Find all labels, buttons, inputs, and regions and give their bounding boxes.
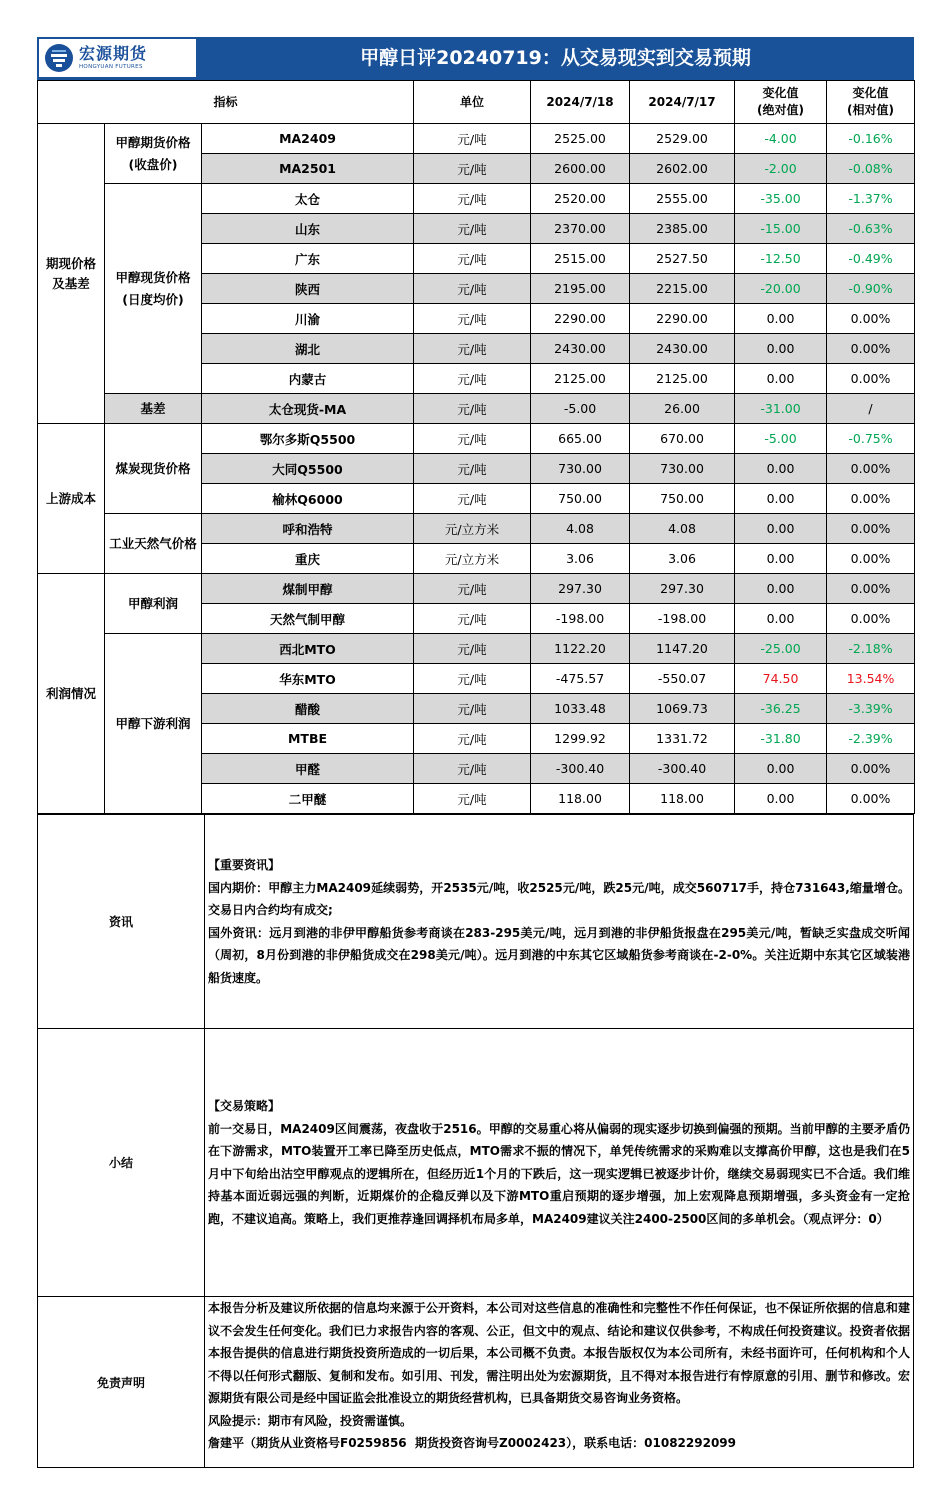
table-header	[38, 81, 915, 124]
change-relative: 0.00%	[827, 514, 915, 544]
change-absolute: 0.00	[735, 454, 827, 484]
table-row	[38, 514, 915, 544]
unit-cell: 元/吨	[414, 124, 531, 154]
indicator-name: 二甲醚	[202, 784, 414, 814]
change-absolute: -5.00	[735, 424, 827, 454]
change-absolute: 0.00	[735, 514, 827, 544]
change-relative: 0.00%	[827, 454, 915, 484]
header-date-1: 2024/7/18	[531, 81, 630, 124]
hongyuan-logo-icon	[44, 43, 74, 73]
report-sheet	[37, 37, 914, 1468]
subgroup-label: 工业天然气价格	[105, 514, 202, 574]
group-label: 上游成本	[38, 424, 105, 574]
value-current: 4.08	[531, 514, 630, 544]
change-absolute: -15.00	[735, 214, 827, 244]
price-table	[37, 80, 915, 814]
indicator-name: 川渝	[202, 304, 414, 334]
value-current: 2520.00	[531, 184, 630, 214]
change-relative: -0.49%	[827, 244, 915, 274]
indicator-name: 华东MTO	[202, 664, 414, 694]
subgroup-label: 甲醇期货价格 (收盘价)	[105, 124, 202, 184]
news-body: 【重要资讯】 国内期价：甲醇主力MA2409延续弱势，开2535元/吨，收2525元/吨，跌25元/吨，成交560717手，持仓731643,缩量增仓。交易日内合约均有成交; 国外资讯：远月到港的非伊甲醇船货参考商谈在283-295美元/吨，远月到港的非伊船货报盘在295美元/吨，暂缺乏实盘成交听闻（周初，8月份到港的非伊船货成交在298美元/吨）。远月到港的中东其它区域船货参考商谈在-2-0%。关注近期中东其它区域装港船货速度。	[205, 815, 914, 1029]
value-current: 2195.00	[531, 274, 630, 304]
change-relative: 0.00%	[827, 784, 915, 814]
value-previous: -550.07	[630, 664, 735, 694]
value-current: 1122.20	[531, 634, 630, 664]
value-previous: 2555.00	[630, 184, 735, 214]
change-relative: /	[827, 394, 915, 424]
unit-cell: 元/吨	[414, 724, 531, 754]
value-current: 2515.00	[531, 244, 630, 274]
change-relative: -0.08%	[827, 154, 915, 184]
indicator-name: 榆林Q6000	[202, 484, 414, 514]
company-logo	[39, 39, 196, 77]
value-previous: 2529.00	[630, 124, 735, 154]
value-previous: 2602.00	[630, 154, 735, 184]
summary-body: 【交易策略】 前一交易日，MA2409区间震荡，夜盘收于2516。甲醇的交易重心将从偏弱的现实逐步切换到偏强的预期。当前甲醇的主要矛盾仍在下游需求，MTO装置开工率已降至历史低点，MTO需求不振的情况下，单凭传统需求的采购难以支撑高价甲醇，这也是我们在5月中下旬给出沽空甲醇观点的逻辑所在，但经历近1个月的下跌后，这一现实逻辑已被逐步计价，继续交易弱现实已不合适。我们维持基本面近弱远强的判断，近期煤价的企稳反弹以及下游MTO重启预期的逐步增强，加上宏观降息预期增强，多头资金有一定抢跑，不建议追高。策略上，我们更推荐逢回调择机布局多单，MA2409建议关注2400-2500区间的多单机会。（观点评分：0）	[205, 1029, 914, 1297]
value-previous: 2430.00	[630, 334, 735, 364]
change-relative: 0.00%	[827, 754, 915, 784]
disclaimer-body: 本报告分析及建议所依据的信息均来源于公开资料，本公司对这些信息的准确性和完整性不作任何保证，也不保证所依据的信息和建议不会发生任何变化。我们已力求报告内容的客观、公正，但文中的观点、结论和建议仅供参考，不构成任何投资建议。投资者依据本报告提供的信息进行期货投资所造成的一切后果，本公司概不负责。本报告版权仅为本公司所有，未经书面许可，任何机构和个人不得以任何形式翻版、复制和发布。如引用、刊发，需注明出处为宏源期货，且不得对本报告进行有悖原意的引用、删节和修改。宏源期货有限公司是经中国证监会批准设立的期货经营机构，已具备期货交易咨询业务资格。 风险提示：期市有风险，投资需谨慎。 詹建平（期货从业资格号F0259856 期货投资咨询号Z0002423），联系电话：01082292099	[205, 1297, 914, 1468]
table-row	[38, 634, 915, 664]
logo-chinese: 宏源期货	[79, 44, 148, 63]
disclaimer-label: 免责声明	[38, 1297, 205, 1468]
value-current: 665.00	[531, 424, 630, 454]
commentary-table	[37, 814, 914, 1468]
value-previous: 297.30	[630, 574, 735, 604]
change-absolute: 0.00	[735, 574, 827, 604]
unit-cell: 元/吨	[414, 634, 531, 664]
change-absolute: -31.80	[735, 724, 827, 754]
subgroup-label: 煤炭现货价格	[105, 424, 202, 514]
value-previous: 4.08	[630, 514, 735, 544]
indicator-name: 太仓	[202, 184, 414, 214]
value-previous: 2290.00	[630, 304, 735, 334]
change-relative: 13.54%	[827, 664, 915, 694]
change-absolute: -35.00	[735, 184, 827, 214]
change-absolute: -12.50	[735, 244, 827, 274]
change-relative: -2.18%	[827, 634, 915, 664]
change-relative: -2.39%	[827, 724, 915, 754]
value-current: 1299.92	[531, 724, 630, 754]
value-previous: 26.00	[630, 394, 735, 424]
value-previous: 1331.72	[630, 724, 735, 754]
value-previous: 2125.00	[630, 364, 735, 394]
news-label: 资讯	[38, 815, 205, 1029]
change-absolute: -2.00	[735, 154, 827, 184]
value-current: 2125.00	[531, 364, 630, 394]
header-rel-change: 变化值 (相对值)	[827, 81, 915, 124]
title-bar	[37, 37, 914, 80]
indicator-name: 煤制甲醇	[202, 574, 414, 604]
header-abs-change: 变化值 (绝对值)	[735, 81, 827, 124]
value-current: -475.57	[531, 664, 630, 694]
unit-cell: 元/吨	[414, 784, 531, 814]
indicator-name: 广东	[202, 244, 414, 274]
change-absolute: -31.00	[735, 394, 827, 424]
value-previous: 2215.00	[630, 274, 735, 304]
change-absolute: 0.00	[735, 304, 827, 334]
value-current: 118.00	[531, 784, 630, 814]
value-previous: -300.40	[630, 754, 735, 784]
unit-cell: 元/吨	[414, 304, 531, 334]
value-current: 3.06	[531, 544, 630, 574]
value-current: -300.40	[531, 754, 630, 784]
value-current: 2290.00	[531, 304, 630, 334]
value-current: 2600.00	[531, 154, 630, 184]
value-previous: 118.00	[630, 784, 735, 814]
unit-cell: 元/吨	[414, 454, 531, 484]
value-previous: 2527.50	[630, 244, 735, 274]
table-row	[38, 124, 915, 154]
indicator-name: MTBE	[202, 724, 414, 754]
unit-cell: 元/吨	[414, 364, 531, 394]
change-relative: -0.90%	[827, 274, 915, 304]
group-label: 期现价格 及基差	[38, 124, 105, 424]
indicator-name: 甲醛	[202, 754, 414, 784]
header-unit: 单位	[414, 81, 531, 124]
unit-cell: 元/吨	[414, 574, 531, 604]
value-previous: 1147.20	[630, 634, 735, 664]
subgroup-label: 基差	[105, 394, 202, 424]
change-absolute: 0.00	[735, 754, 827, 784]
change-relative: -0.75%	[827, 424, 915, 454]
value-previous: 750.00	[630, 484, 735, 514]
indicator-name: MA2409	[202, 124, 414, 154]
value-previous: 3.06	[630, 544, 735, 574]
indicator-name: 陕西	[202, 274, 414, 304]
subgroup-label: 甲醇下游利润	[105, 634, 202, 814]
change-absolute: 0.00	[735, 604, 827, 634]
unit-cell: 元/吨	[414, 184, 531, 214]
unit-cell: 元/吨	[414, 664, 531, 694]
change-relative: 0.00%	[827, 604, 915, 634]
change-absolute: -25.00	[735, 634, 827, 664]
change-absolute: 0.00	[735, 364, 827, 394]
summary-row	[38, 1029, 914, 1297]
change-relative: 0.00%	[827, 304, 915, 334]
news-row	[38, 815, 914, 1029]
value-previous: 730.00	[630, 454, 735, 484]
table-row	[38, 424, 915, 454]
indicator-name: 湖北	[202, 334, 414, 364]
value-current: 2430.00	[531, 334, 630, 364]
table-row	[38, 574, 915, 604]
header-date-2: 2024/7/17	[630, 81, 735, 124]
value-previous: -198.00	[630, 604, 735, 634]
unit-cell: 元/吨	[414, 394, 531, 424]
change-absolute: 74.50	[735, 664, 827, 694]
unit-cell: 元/吨	[414, 484, 531, 514]
value-current: 730.00	[531, 454, 630, 484]
unit-cell: 元/吨	[414, 424, 531, 454]
indicator-name: 内蒙古	[202, 364, 414, 394]
change-absolute: -36.25	[735, 694, 827, 724]
indicator-name: 重庆	[202, 544, 414, 574]
value-current: 297.30	[531, 574, 630, 604]
unit-cell: 元/吨	[414, 154, 531, 184]
unit-cell: 元/吨	[414, 244, 531, 274]
value-current: -198.00	[531, 604, 630, 634]
indicator-name: 呼和浩特	[202, 514, 414, 544]
value-current: -5.00	[531, 394, 630, 424]
table-row	[38, 394, 915, 424]
indicator-name: 醋酸	[202, 694, 414, 724]
change-relative: 0.00%	[827, 544, 915, 574]
unit-cell: 元/吨	[414, 334, 531, 364]
indicator-name: MA2501	[202, 154, 414, 184]
indicator-name: 大同Q5500	[202, 454, 414, 484]
unit-cell: 元/立方米	[414, 514, 531, 544]
indicator-name: 天然气制甲醇	[202, 604, 414, 634]
value-current: 2370.00	[531, 214, 630, 244]
value-current: 750.00	[531, 484, 630, 514]
change-absolute: -4.00	[735, 124, 827, 154]
change-relative: -1.37%	[827, 184, 915, 214]
change-relative: -3.39%	[827, 694, 915, 724]
unit-cell: 元/吨	[414, 694, 531, 724]
unit-cell: 元/吨	[414, 214, 531, 244]
change-relative: -0.16%	[827, 124, 915, 154]
change-relative: -0.63%	[827, 214, 915, 244]
change-absolute: 0.00	[735, 784, 827, 814]
page-title: 甲醇日评20240719：从交易现实到交易预期	[360, 47, 751, 69]
unit-cell: 元/立方米	[414, 544, 531, 574]
logo-english: HONGYUAN FUTURES	[79, 64, 143, 70]
change-absolute: 0.00	[735, 544, 827, 574]
value-current: 2525.00	[531, 124, 630, 154]
subgroup-label: 甲醇利润	[105, 574, 202, 634]
value-previous: 2385.00	[630, 214, 735, 244]
group-label: 利润情况	[38, 574, 105, 814]
indicator-name: 西北MTO	[202, 634, 414, 664]
summary-label: 小结	[38, 1029, 205, 1297]
unit-cell: 元/吨	[414, 754, 531, 784]
change-absolute: 0.00	[735, 484, 827, 514]
change-absolute: 0.00	[735, 334, 827, 364]
table-row	[38, 184, 915, 214]
unit-cell: 元/吨	[414, 604, 531, 634]
header-indicator: 指标	[38, 81, 414, 124]
unit-cell: 元/吨	[414, 274, 531, 304]
value-previous: 1069.73	[630, 694, 735, 724]
change-relative: 0.00%	[827, 574, 915, 604]
indicator-name: 太仓现货-MA	[202, 394, 414, 424]
change-relative: 0.00%	[827, 484, 915, 514]
value-previous: 670.00	[630, 424, 735, 454]
change-relative: 0.00%	[827, 364, 915, 394]
indicator-name: 鄂尔多斯Q5500	[202, 424, 414, 454]
disclaimer-row	[38, 1297, 914, 1468]
subgroup-label: 甲醇现货价格 (日度均价)	[105, 184, 202, 394]
value-current: 1033.48	[531, 694, 630, 724]
change-relative: 0.00%	[827, 334, 915, 364]
change-absolute: -20.00	[735, 274, 827, 304]
indicator-name: 山东	[202, 214, 414, 244]
